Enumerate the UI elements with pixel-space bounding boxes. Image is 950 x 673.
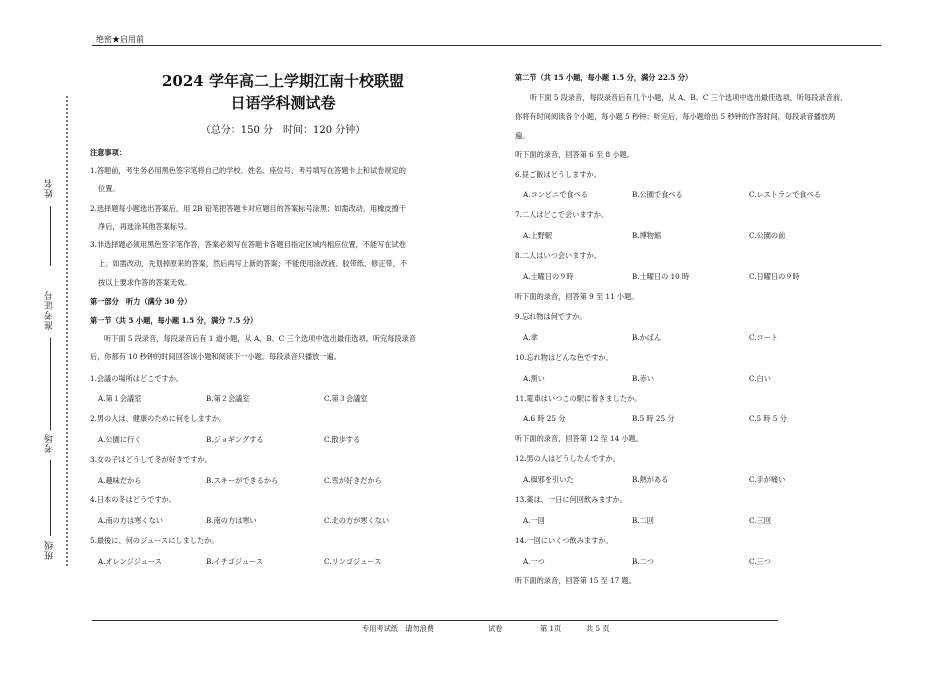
q3-option-b: B.スキーができるから (206, 476, 279, 485)
q5-option-c: C.リンゴジュース (324, 557, 382, 566)
notes-heading: 注意事项： (90, 148, 126, 157)
q4-option-a: A.南の方は寒くない (98, 516, 163, 525)
q8-option-a: A.土曜日の９時 (523, 272, 574, 281)
section2-heading: 第二节（共 15 小题，每小题 1.5 分，满分 22.5 分） (515, 73, 693, 82)
section2-instruction-line2: 你将有时间阅读各个小题，每小题 5 秒钟；听完后，每小题给出 5 秒钟的作答时间，每段录音播放两 (515, 112, 836, 121)
q12-option-b: B.熱がある (632, 475, 669, 484)
note-3-line2: 上；如需改动，先划掉原来的答案，然后再写上新的答案；不能使用涂改液、胶带纸、修正带，不 (98, 259, 408, 268)
question-14: 14.一回にいくつ飲みますか。 (515, 536, 613, 545)
footer-exam-label: 试卷 (488, 624, 503, 633)
footer-page-total: 共 5 页 (586, 624, 610, 633)
q6-option-b: B.公園で食べる (632, 190, 683, 199)
question-9: 9.忘れ物は何ですか。 (515, 312, 587, 321)
section2-instruction-line3: 遍。 (515, 131, 530, 140)
exam-score-time: （总分：150 分 时间：120 分钟） (200, 125, 366, 136)
q7-option-b: B.博物館 (632, 231, 662, 240)
listen-15-17: 听下面的录音，回答第 15 至 17 题。 (515, 576, 636, 585)
question-13: 13.薬は、一日に何回飲みますか。 (515, 495, 628, 504)
q3-option-c: C.雪が好きだから (324, 476, 382, 485)
question-5: 5.最後に、何のジュースにしましたか。 (90, 536, 219, 545)
q7-option-c: C.公園の前 (749, 231, 786, 240)
q5-option-b: B.イチゴジュース (206, 557, 264, 566)
q11-option-a: A.6 時 25 分 (523, 414, 566, 423)
q4-option-b: B.南の方は寒い (206, 516, 257, 525)
side-label-name: 姓名 (45, 178, 55, 198)
q10-option-c: C.白い (749, 374, 771, 383)
q1-option-a: A.第１会議室 (98, 394, 142, 403)
q9-option-a: A.傘 (523, 333, 538, 342)
q8-option-c: C.日曜日の９時 (749, 272, 800, 281)
q6-option-a: A.コンビニで食べる (523, 190, 588, 199)
note-1-line1: 1.答题前，考生务必用黑色签字笔将自己的学校、姓名、座位号、考号填写在答题卡上和试卷规定的 (90, 166, 406, 175)
q3-option-a: A.趣味だから (98, 476, 142, 485)
q10-option-a: A.黒い (523, 374, 545, 383)
header-rule (92, 45, 881, 46)
question-10: 10.忘れ物はどんな色ですか。 (515, 353, 613, 362)
q13-option-b: B.二回 (632, 516, 654, 525)
side-label-ticket: 准考证号 (45, 290, 55, 330)
q9-option-b: B.かばん (632, 333, 662, 342)
q4-option-c: C.北の方が寒くない (324, 516, 390, 525)
question-6: 6.昼ご飯はどうしますか。 (515, 170, 601, 179)
section1-instruction-line2: 后，你都有 10 秒钟的时间回答该小题和阅读下一小题。每段录音只播放一遍。 (90, 352, 341, 361)
q2-option-c: C.散歩する (324, 435, 361, 444)
part1-heading: 第一部分 听力（满分 30 分） (90, 297, 192, 306)
question-4: 4.日本の冬はどうですか。 (90, 495, 176, 504)
note-1-line2: 位置。 (98, 184, 120, 193)
q1-option-b: B.第２会議室 (206, 394, 250, 403)
question-11: 11.電車はいつこの駅に着きましたか。 (515, 394, 642, 403)
q8-option-b: B.土曜日の 10 時 (632, 272, 690, 281)
question-2: 2.男の人は、健康のために何をしますか。 (90, 414, 227, 423)
note-3-line1: 3.非选择题必须用黑色签字笔作答，答案必须写在答题卡各题目指定区域内相应位置，不能写在试卷 (90, 240, 406, 249)
exam-subject: 日语学科测试卷 (230, 94, 336, 112)
listen-6-8: 听下面的录音，回答第 6 至 8 小题。 (515, 150, 634, 159)
q12-option-a: A.風邪を引いた (523, 475, 574, 484)
side-field-room (50, 460, 51, 536)
note-3-line3: 按以上要求作答的答案无效。 (98, 278, 192, 287)
binding-dotted-line (66, 96, 68, 566)
q2-option-b: B.ジョギングする (206, 435, 264, 444)
exam-title: 2024 学年高二上学期江南十校联盟 (162, 72, 404, 90)
q6-option-c: C.レストランで食べる (749, 190, 821, 199)
section2-instruction-line1: 听下面 5 段录音，每段录音后有几个小题，从 A、B、C 三个选项中选出最佳选项，听每段录音前， (530, 93, 848, 102)
footer-paper-note: 专用考试纸 请勿浪费 (362, 624, 434, 633)
side-field-ticket (50, 338, 51, 430)
section1-heading: 第一节（共 5 小题，每小题 1.5 分，满分 7.5 分） (90, 316, 258, 325)
q12-option-c: C.手が痛い (749, 475, 786, 484)
q14-option-b: B.二つ (632, 557, 654, 566)
q13-option-a: A.一回 (523, 516, 545, 525)
side-label-class: 班级 (45, 540, 55, 560)
footer-page-number: 第 1页 (540, 624, 562, 633)
q14-option-c: C.三つ (749, 557, 771, 566)
listen-12-14: 听下面的录音，回答第 12 至 14 小题。 (515, 434, 644, 443)
q14-option-a: A.一つ (523, 557, 545, 566)
question-7: 7.二人はどこで会いますか。 (515, 210, 609, 219)
question-1: 1.会議の場所はどこですか。 (90, 374, 184, 383)
footer-rule (92, 620, 778, 621)
side-label-room: 考场 (45, 433, 55, 453)
section1-instruction-line1: 听下面 5 段录音，每段录音后有 1 道小题，从 A、B、C 三个选项中选出最佳选项。听完每段录音 (104, 334, 416, 343)
listen-9-11: 听下面的录音，回答第 9 至 11 小题。 (515, 292, 639, 301)
question-12: 12.男の人はどうしたんですか。 (515, 454, 620, 463)
question-8: 8.二人はいつ会いますか。 (515, 251, 601, 260)
confidential-label: 绝密★启用前 (96, 35, 144, 44)
q5-option-a: A.オレンジジュース (98, 557, 162, 566)
note-2-line1: 2.选择题每小题选出答案后，用 2B 铅笔把答题卡对应题目的答案标号涂黑；如需改动，用橡皮擦干 (90, 204, 406, 213)
question-3: 3.女の子はどうして冬が好きですか。 (90, 455, 212, 464)
q11-option-b: B.5 時 25 分 (632, 414, 675, 423)
q11-option-c: C.5 時 5 分 (749, 414, 787, 423)
q7-option-a: A.上野駅 (523, 231, 553, 240)
q10-option-b: B.赤い (632, 374, 654, 383)
side-field-name (50, 206, 51, 266)
q2-option-a: A.公園に行く (98, 435, 142, 444)
q9-option-c: C.コート (749, 333, 779, 342)
q1-option-c: C.第３会議室 (324, 394, 368, 403)
note-2-line2: 净后，再选涂其他答案标号。 (98, 222, 192, 231)
q13-option-c: C.三回 (749, 516, 771, 525)
